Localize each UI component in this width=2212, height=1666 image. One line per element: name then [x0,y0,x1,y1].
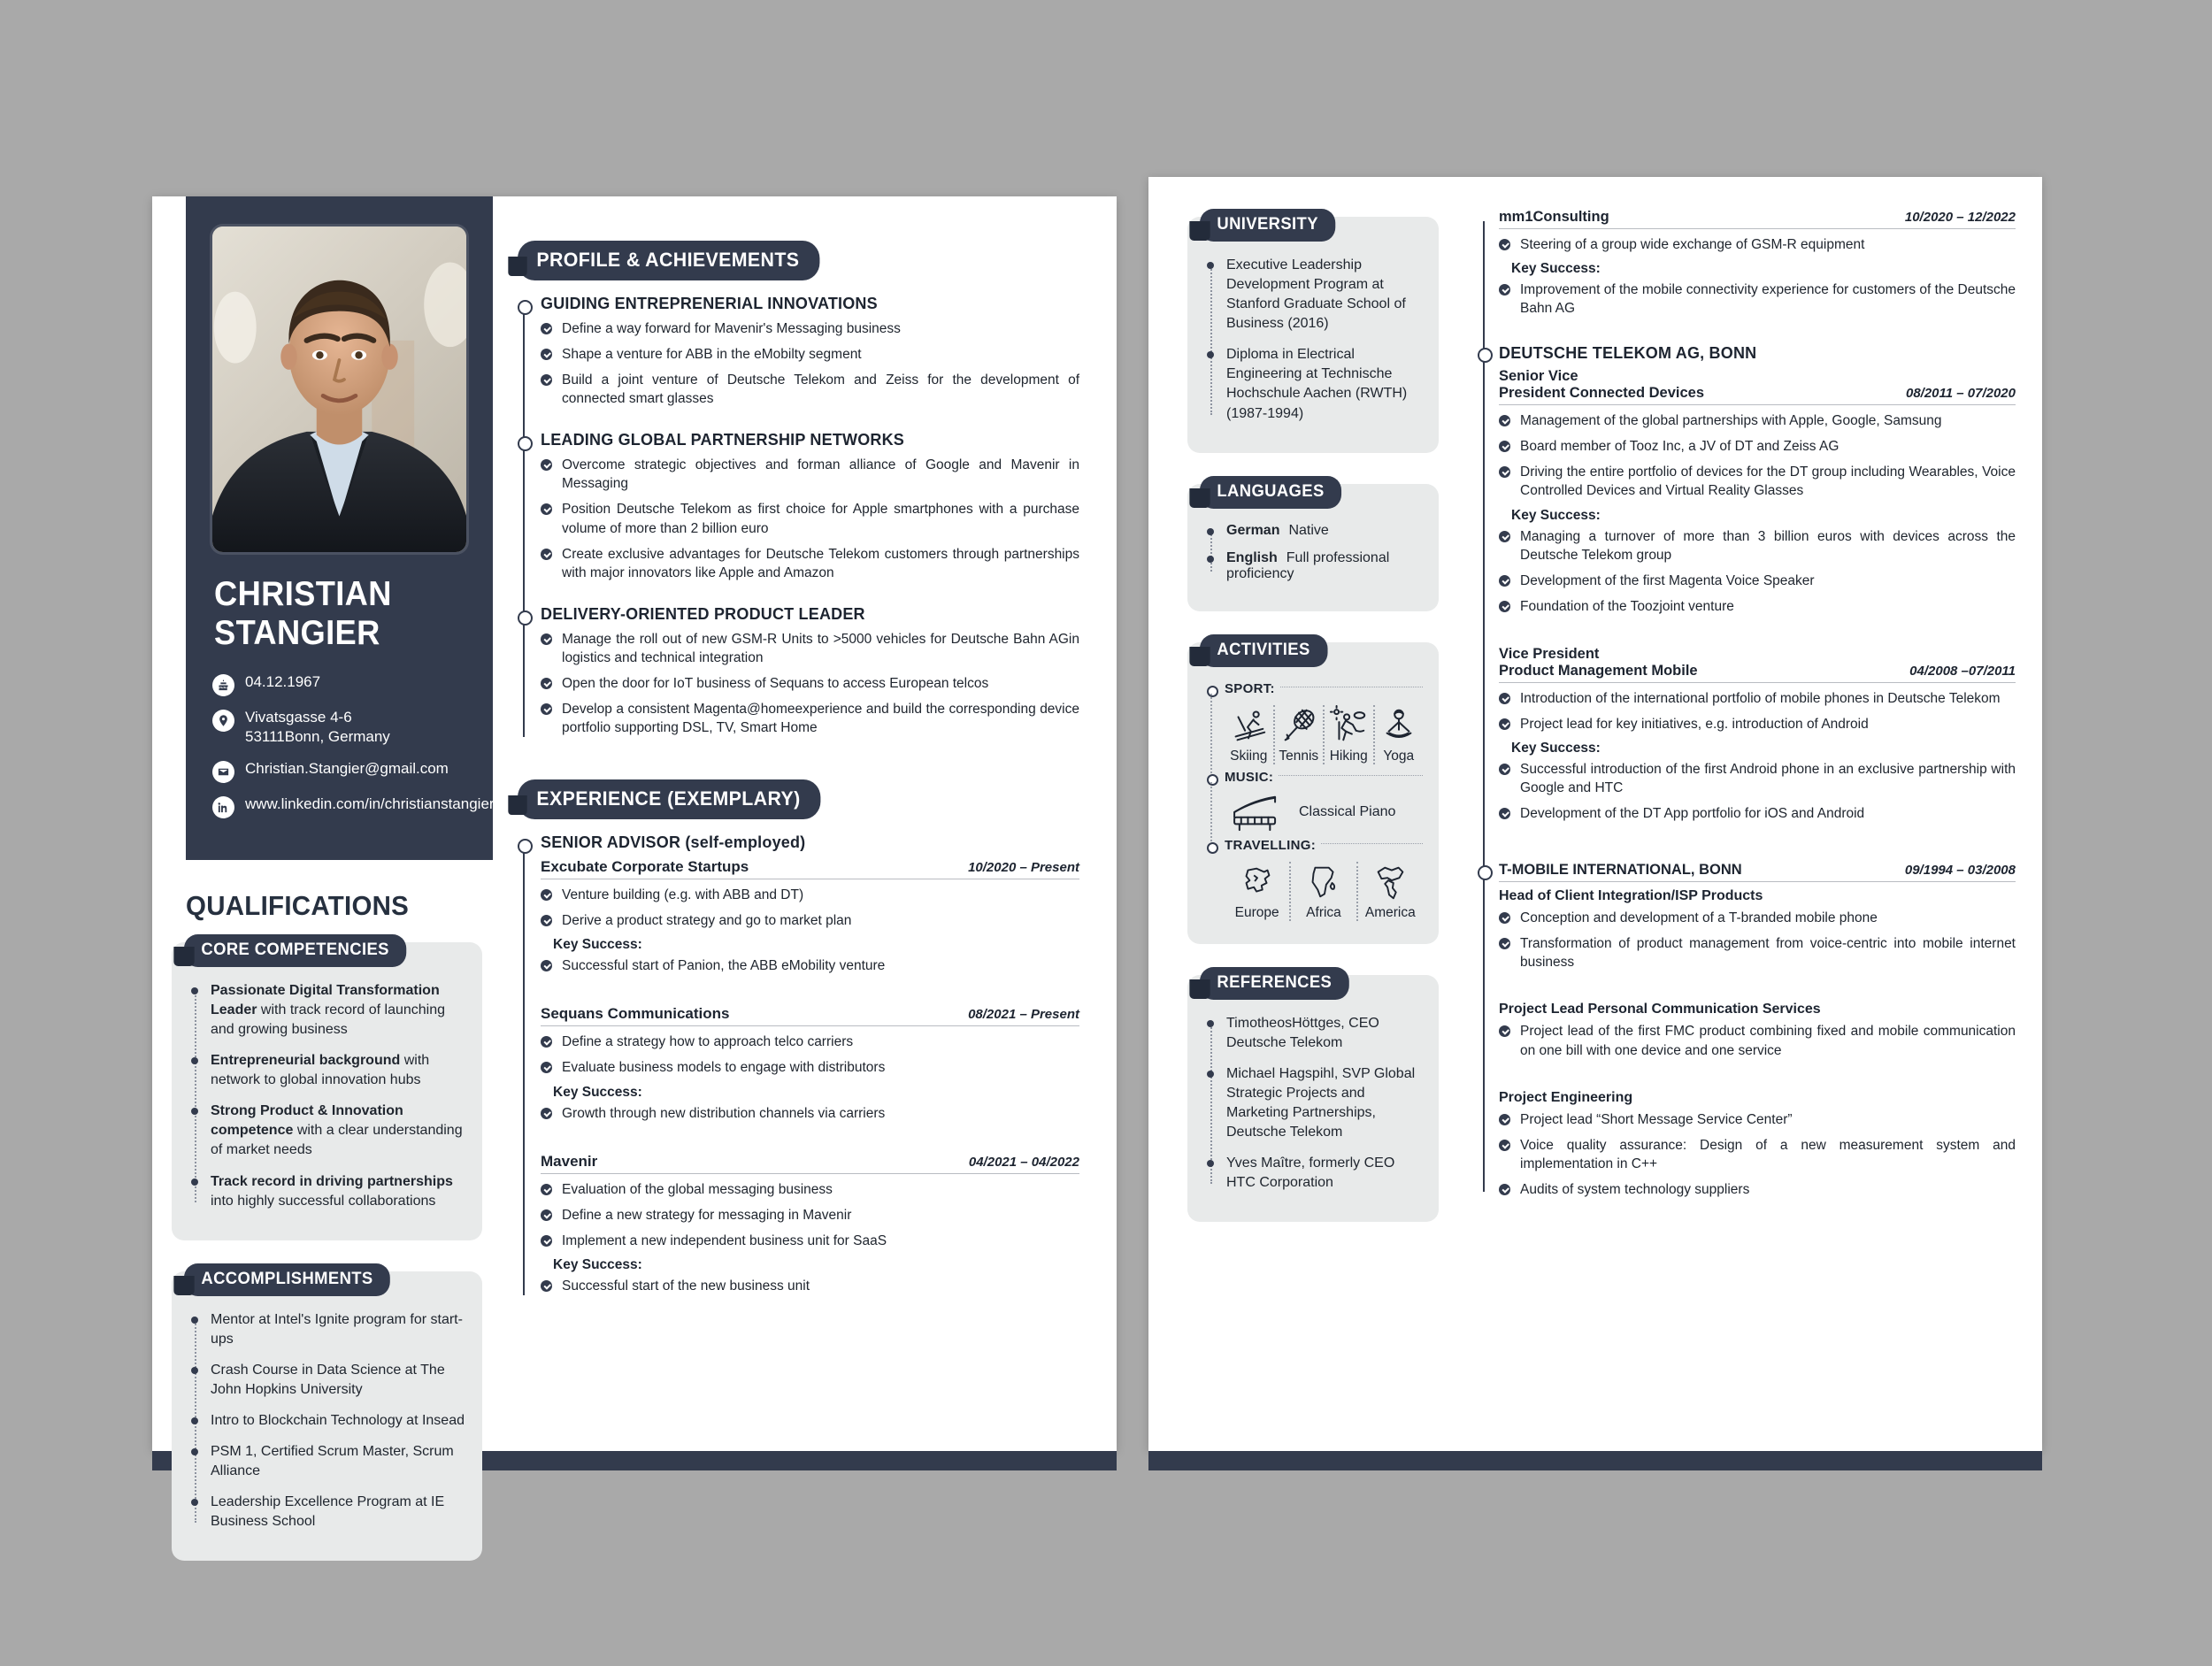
group-title: LEADING GLOBAL PARTNERSHIP NETWORKS [541,431,905,449]
references-card [1187,967,1439,1223]
divider [1279,775,1423,776]
item-bold: Passionate Digital Transformation Leader [211,982,440,1017]
cake-icon [212,674,234,696]
group-bullets [541,630,1079,737]
key-success-label: Key Success: [1511,741,1601,756]
list-item: Successful start of Panion, the ABB eMobility venture [541,956,1079,975]
key-success-label: Key Success: [553,1084,642,1100]
music-item-label: Classical Piano [1299,803,1396,819]
page-1-left-column [152,196,495,1530]
list-item [211,1172,466,1211]
history-t-mobile [1499,862,2016,1199]
tennis-icon [1279,705,1319,746]
job-header [1499,209,2016,229]
job-date: 08/2021 – Present [968,1007,1079,1023]
core-competencies-list [191,981,466,1211]
list-item: Evaluate business models to engage with distributors [541,1058,1079,1077]
resume-page-1 [152,196,1117,1530]
activity-skiing [1225,705,1273,764]
item-bold: Strong Product & Innovation competence [211,1103,403,1139]
group-title: GUIDING ENTREPRENERIAL INNOVATIONS [541,295,878,312]
address-line-1: Vivatsgasse 4-6 [245,709,352,726]
role-line-1: Senior Vice [1499,368,1578,385]
list-item: Mentor at Intel's Ignite program for start-ups [211,1310,466,1349]
job-name: Sequans Communications [541,1005,730,1023]
university-list [1207,256,1423,424]
travel-label-item: Europe [1234,904,1279,920]
job-bullets [541,1180,1079,1250]
key-success-label: Key Success: [1511,261,1601,277]
page-2-right-column [1465,209,2016,1451]
accomplishments-heading: ACCOMPLISHMENTS [184,1263,390,1296]
list-item [1226,523,1423,539]
role-header [1499,368,2016,405]
list-item [1226,550,1423,582]
key-success-label: Key Success: [553,937,642,953]
list-item: Steering of a group wide exchange of GSM-R equipment [1499,235,2016,254]
list-item: Venture building (e.g. with ABB and DT) [541,886,1079,904]
languages-card [1187,476,1439,611]
linkedin-icon [212,796,234,818]
music-row [1228,792,1423,833]
divider [1321,843,1423,844]
travel-africa [1289,862,1356,921]
list-item: Conception and development of a T-branded mobile phone [1499,909,2016,927]
list-item: Project lead of the first FMC product combining fixed and mobile communication on one bill with one device and one service [1499,1022,2016,1059]
role-title: SENIOR ADVISOR (self-employed) [541,833,806,852]
key-success-label: Key Success: [553,1256,642,1272]
list-item: Position Deutsche Telekom as first choice for Apple smartphones with a purchase volume of more than 2 billion euro [541,500,1079,537]
role-header [1499,646,2016,683]
role-bullets [1499,689,2016,733]
list-item: Improvement of the mobile connectivity experience for customers of the Deutsche Bahn AG [1499,280,2016,318]
sport-icon-row [1225,705,1423,764]
item-rest: with a clear understanding of market needs [211,1123,463,1158]
travel-america [1356,862,1423,921]
list-item [211,981,466,1040]
language-name: English [1226,549,1278,565]
list-item: Define a new strategy for messaging in Mavenir [541,1206,1079,1225]
item-rest: with network to global innovation hubs [211,1053,430,1088]
email-text[interactable]: Christian.Stangier@gmail.com [245,759,449,777]
music-label: MUSIC: [1225,769,1274,785]
identity-panel [186,196,493,860]
role-key-success [1499,760,2016,823]
list-item: Build a joint venture of Deutsche Telekom and Zeiss for the development of connected smart glasses [541,371,1079,408]
job-header [541,858,1079,879]
core-competencies-heading: CORE COMPETENCIES [184,934,406,967]
contact-linkedin[interactable] [212,795,495,818]
list-item: Successful introduction of the first Android phone in an exclusive partnership with Google and HTC [1499,760,2016,797]
activity-label: Skiing [1230,748,1268,764]
language-level: Full professional proficiency [1226,549,1390,581]
piano-icon [1228,792,1285,833]
role-bullets [1499,411,2016,500]
activities-card [1187,634,1439,944]
list-item: Create exclusive advantages for Deutsche Telekom customers through partnerships with major innovators like Apple and Amazon [541,545,1079,582]
activities-heading: ACTIVITIES [1200,634,1327,667]
list-item: Implement a new independent business unit for SaaS [541,1232,1079,1250]
list-item: Crash Course in Data Science at The John Hopkins University [211,1361,466,1400]
job-bullets [541,886,1079,930]
item-bold: Track record in driving partnerships [211,1173,453,1189]
list-item: Introduction of the international portfolio of mobile phones in Deutsche Telekom [1499,689,2016,708]
activities-travel-group [1207,838,1423,921]
list-item: Overcome strategic objectives and forman alliance of Google and Mavenir in Messaging [541,456,1079,493]
group-bullets [541,319,1079,408]
item-bold: Entrepreneurial background [211,1053,401,1069]
list-item: Manage the roll out of new GSM-R Units to >5000 vehicles for Deutsche Bahn AGin logistics and technical integration [541,630,1079,667]
job-bullets [1499,235,2016,254]
list-item: Project lead for key initiatives, e.g. introduction of Android [1499,715,2016,733]
core-competencies-card [172,934,482,1240]
list-item [211,1051,466,1090]
role-bullets [1499,909,2016,971]
company-name: T-MOBILE INTERNATIONAL, BONN [1499,862,1742,879]
list-item: Development of the DT App portfolio for iOS and Android [1499,804,2016,823]
role-line-2: Product Management Mobile [1499,662,1698,679]
america-map-icon [1370,862,1410,902]
languages-heading: LANGUAGES [1200,476,1341,509]
skiing-icon [1228,705,1269,746]
list-item: Voice quality assurance: Design of a new measurement system and implementation in C++ [1499,1136,2016,1173]
item-rest: with track record of launching and growing business [211,1002,446,1038]
list-item: Successful start of the new business unit [541,1277,1079,1295]
accomplishments-card [172,1263,482,1562]
university-card [1187,209,1439,453]
history-timeline [1478,209,2016,1199]
job-header [541,1005,1079,1026]
accomplishments-list [191,1310,466,1532]
travel-icon-row [1225,862,1423,921]
item-rest: into highly successful collaborations [211,1193,436,1209]
contact-birthday [212,672,466,696]
job-key-success [541,956,1079,975]
profile-timeline [518,295,1079,737]
job-name: Mavenir [541,1152,598,1170]
activity-hiking [1323,705,1373,764]
list-item: Define a way forward for Mavenir's Messaging business [541,319,1079,338]
job-key-success [541,1277,1079,1295]
experience-role-group [541,833,1079,1295]
profile-section-heading: PROFILE & ACHIEVEMENTS [518,241,820,280]
yoga-icon [1379,705,1419,746]
job-name: Excubate Corporate Startups [541,858,749,876]
travel-europe [1225,862,1289,921]
job-key-success [541,1104,1079,1123]
list-item: Foundation of the Toozjoint venture [1499,597,2016,616]
key-success-label: Key Success: [1511,507,1601,523]
list-item: Growth through new distribution channels via carriers [541,1104,1079,1123]
list-item: Define a strategy how to approach telco carriers [541,1033,1079,1051]
list-item: PSM 1, Certified Scrum Master, Scrum Alliance [211,1442,466,1481]
history-deutsche-telekom [1499,344,2016,823]
location-pin-icon [212,710,234,732]
envelope-icon [212,761,234,783]
profile-group [541,605,1079,737]
job-key-success [1499,280,2016,318]
role-date: 04/2008 –07/2011 [1909,663,2016,679]
list-item: Managing a turnover of more than 3 billion euros with devices across the Deutsche Telekom group [1499,527,2016,564]
role-title: Project Lead Personal Communication Services [1499,1002,1821,1017]
resume-page-2 [1148,177,2042,1451]
list-item: Open the door for IoT business of Sequans to access European telcos [541,674,1079,693]
list-item: Shape a venture for ABB in the eMobilty segment [541,345,1079,364]
references-list [1207,1014,1423,1194]
company-date: 09/1994 – 03/2008 [1904,863,2016,879]
languages-list [1207,523,1423,582]
activity-label: Tennis [1279,748,1319,764]
experience-timeline [518,833,1079,1295]
address-text [245,708,390,748]
hiking-icon [1328,705,1369,746]
list-item: Transformation of product management from voice-centric into mobile internet business [1499,934,2016,971]
list-item: Project lead “Short Message Service Center” [1499,1110,2016,1129]
qualifications-title: QUALIFICATIONS [186,889,410,921]
list-item: Executive Leadership Development Program at Stanford Graduate School of Business (2016) [1226,256,1423,334]
job-date: 10/2020 – 12/2022 [1904,210,2016,225]
person-name: CHRISTIAN STANGIER [214,575,392,652]
references-heading: REFERENCES [1200,967,1349,1000]
group-title: DELIVERY-ORIENTED PRODUCT LEADER [541,604,865,623]
role-line-2: President Connected Devices [1499,385,1704,402]
language-name: German [1226,522,1280,538]
group-bullets [541,456,1079,581]
role-key-success [1499,527,2016,616]
list-item: Yves Maître, formerly CEO HTC Corporation [1226,1154,1423,1193]
travel-label: TRAVELLING: [1225,837,1317,853]
job-bullets [541,1033,1079,1077]
job-header [541,1153,1079,1174]
experience-section-heading: EXPERIENCE (EXEMPLARY) [518,779,821,819]
company-header [1499,862,2016,882]
list-item: TimotheosHöttges, CEO Deutsche Telekom [1226,1014,1423,1053]
role-date: 08/2011 – 07/2020 [1905,386,2016,402]
portrait-photo [212,226,466,552]
role-title: Head of Client Integration/ISP Products [1499,888,1763,904]
role-bullets [1499,1022,2016,1059]
list-item: Diploma in Electrical Engineering at Technische Hochschule Aachen (RWTH) (1987-1994) [1226,345,1423,423]
list-item: Develop a consistent Magenta@homeexperience and build the corresponding device portfolio supporting DSL, TV, Smart Home [541,700,1079,737]
page-2-left-column [1168,209,1449,1451]
list-item: Audits of system technology suppliers [1499,1180,2016,1199]
role-title: Project Engineering [1499,1089,1633,1105]
activities-sport-group [1207,681,1423,764]
list-item: Development of the first Magenta Voice Speaker [1499,572,2016,590]
list-item: Board member of Tooz Inc, a JV of DT and Zeiss AG [1499,437,2016,456]
company-name: DEUTSCHE TELEKOM AG, BONN [1499,344,1757,363]
language-level: Native [1288,522,1329,538]
africa-map-icon [1303,862,1344,902]
profile-group [541,431,1079,581]
sport-label: SPORT: [1225,680,1275,696]
page-1-right-column [493,196,1117,1451]
job-date: 10/2020 – Present [968,860,1079,876]
travel-label-item: Africa [1306,904,1341,920]
list-item: Derive a product strategy and go to market plan [541,911,1079,930]
history-mm1 [1499,209,2016,318]
role-bullets [1499,1110,2016,1199]
contact-email[interactable] [212,759,466,783]
list-item: Intro to Blockchain Technology at Insead [211,1411,466,1431]
contact-address [212,708,466,748]
list-item: Driving the entire portfolio of devices for the DT group including Wearables, Voice Controlled Devices and Virtual Reality Glasses [1499,463,2016,500]
linkedin-text[interactable]: www.linkedin.com/in/christianstangier [245,795,495,812]
list-item: Evaluation of the global messaging business [541,1180,1079,1199]
address-line-2: 53111Bonn, Germany [245,728,390,746]
activity-label: Yoga [1383,748,1415,764]
list-item: Leadership Excellence Program at IE Business School [211,1493,466,1532]
list-item: Management of the global partnerships with Apple, Google, Samsung [1499,411,2016,430]
job-date: 04/2021 – 04/2022 [968,1154,1079,1170]
job-name: mm1Consulting [1499,209,1609,225]
europe-map-icon [1237,862,1278,902]
activity-yoga [1373,705,1424,764]
activity-label: Hiking [1329,748,1368,764]
profile-group [541,295,1079,408]
travel-label-item: America [1364,904,1416,920]
activities-music-group [1207,770,1423,833]
page-2-footer-bar [1148,1451,2042,1470]
university-heading: UNIVERSITY [1200,209,1335,242]
list-item [211,1102,466,1160]
list-item: Michael Hagspihl, SVP Global Strategic Projects and Marketing Partnerships, Deutsche Telekom [1226,1064,1423,1142]
role-line-1: Vice President [1499,645,1600,662]
birthday-text: 04.12.1967 [245,673,321,690]
activity-tennis [1273,705,1324,764]
